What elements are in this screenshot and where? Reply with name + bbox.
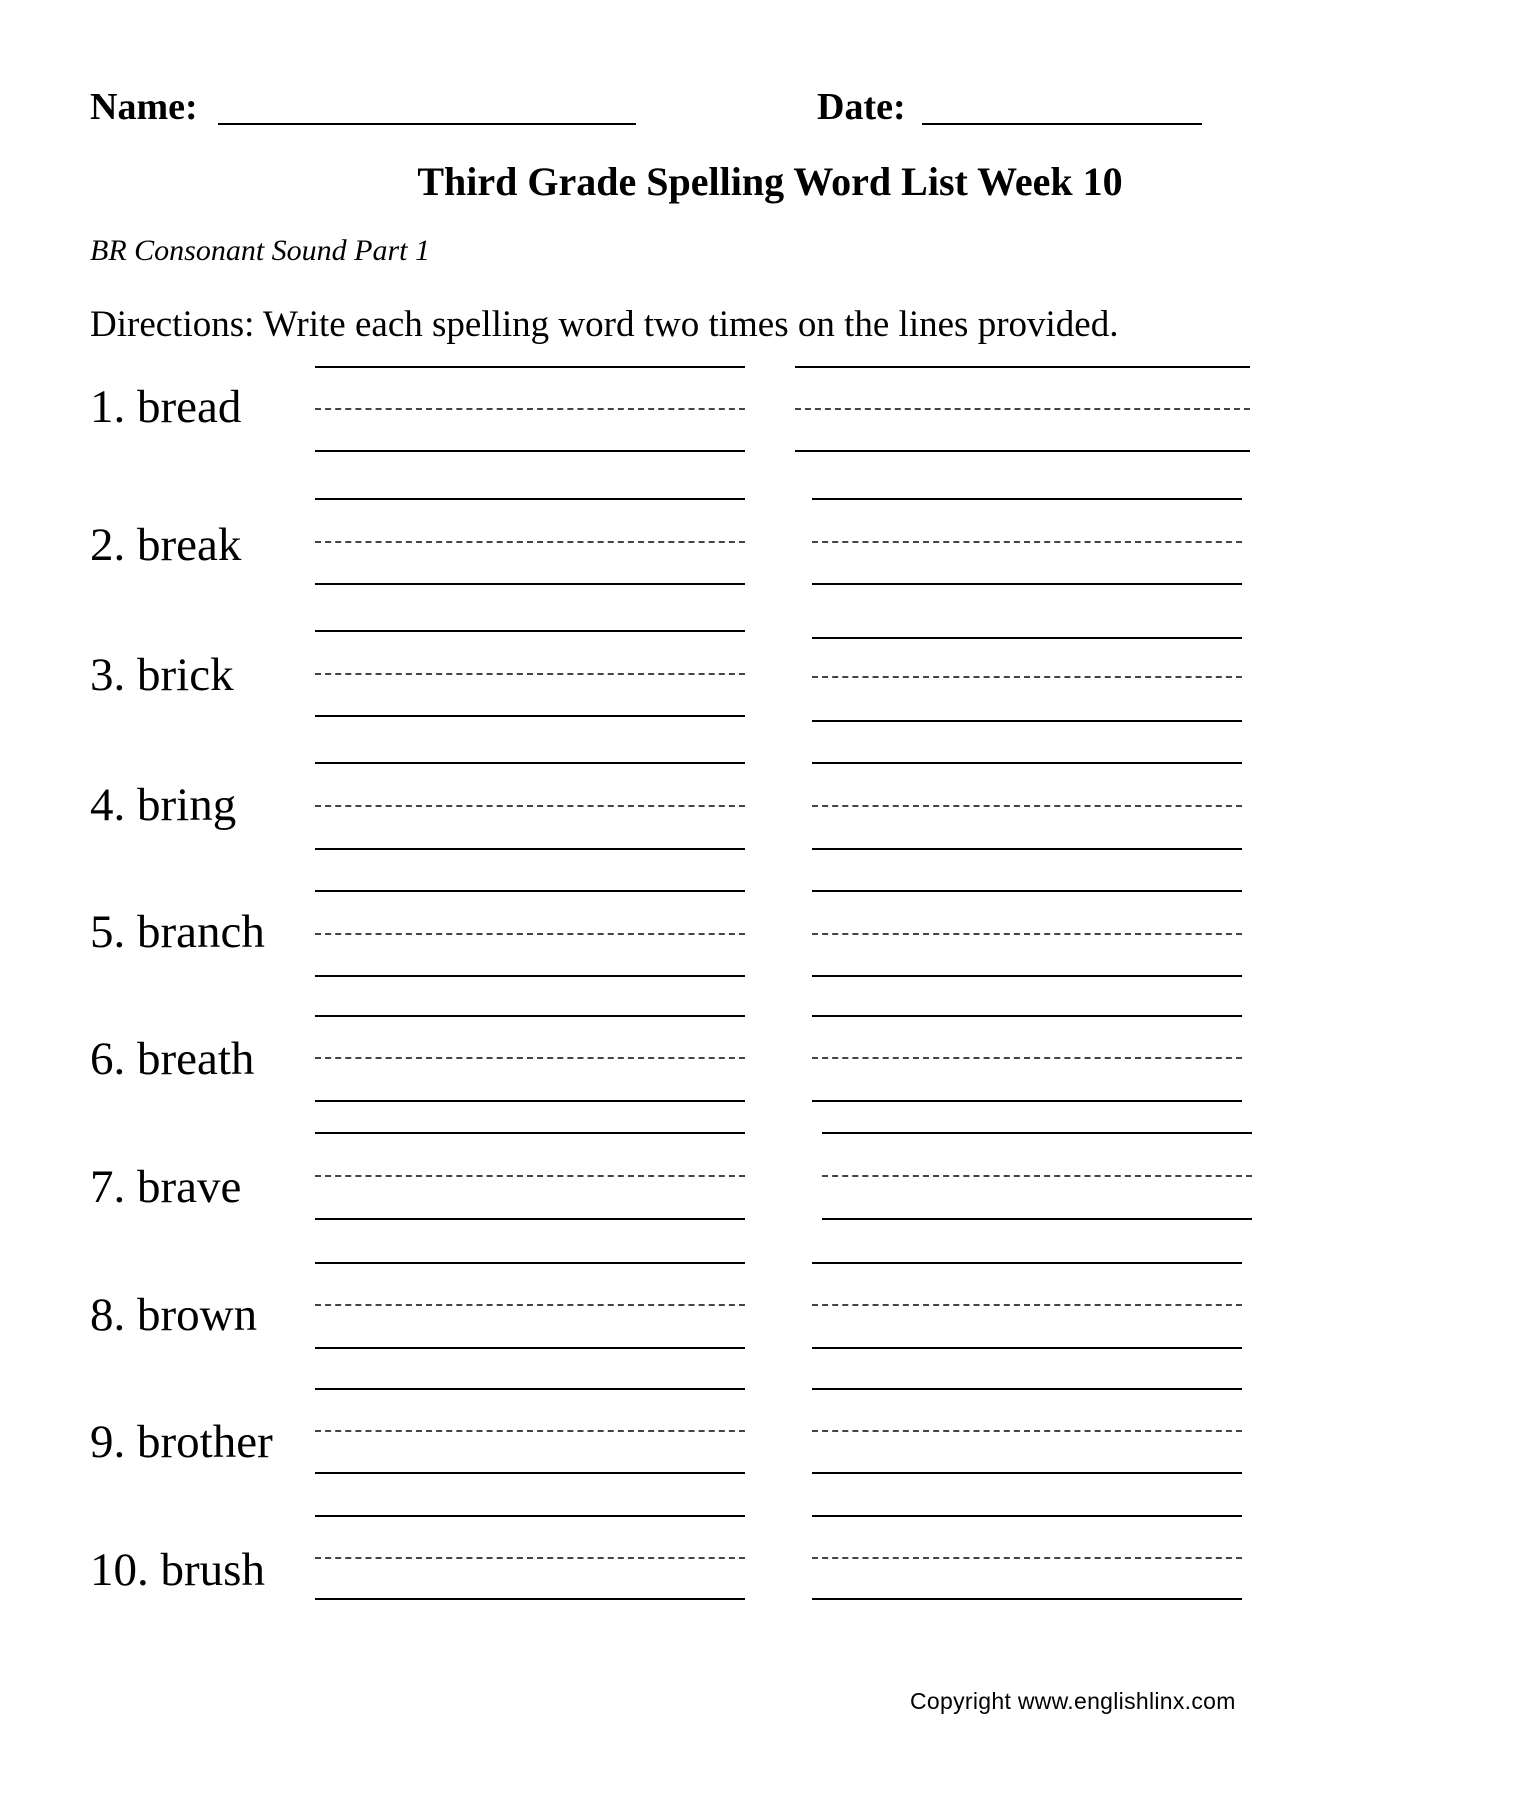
list-item: 8. brown xyxy=(90,1289,258,1341)
directions-text: Directions: Write each spelling word two times on the lines provided. xyxy=(90,304,1119,345)
writing-mid-line xyxy=(812,1304,1242,1306)
writing-mid-line xyxy=(315,1557,745,1559)
list-item: 9. brother xyxy=(90,1416,273,1468)
writing-top-line xyxy=(822,1132,1252,1134)
writing-mid-line xyxy=(315,1057,745,1059)
writing-top-line xyxy=(315,1388,745,1390)
page-title: Third Grade Spelling Word List Week 10 xyxy=(417,159,1123,204)
writing-mid-line xyxy=(812,676,1242,678)
writing-top-line xyxy=(812,498,1242,500)
writing-base-line[interactable] xyxy=(812,1100,1242,1102)
writing-base-line[interactable] xyxy=(315,583,745,585)
writing-base-line[interactable] xyxy=(315,1472,745,1474)
list-item: 10. brush xyxy=(90,1544,265,1596)
writing-base-line[interactable] xyxy=(315,1218,745,1220)
list-item: 5. branch xyxy=(90,906,265,958)
writing-mid-line xyxy=(315,408,745,410)
writing-top-line xyxy=(315,1132,745,1134)
writing-top-line xyxy=(315,1015,745,1017)
writing-top-line xyxy=(812,890,1242,892)
writing-mid-line xyxy=(315,805,745,807)
writing-base-line[interactable] xyxy=(315,848,745,850)
writing-top-line xyxy=(812,1262,1242,1264)
writing-mid-line xyxy=(812,1057,1242,1059)
writing-mid-line xyxy=(315,1304,745,1306)
writing-mid-line xyxy=(812,805,1242,807)
writing-top-line xyxy=(315,366,745,368)
writing-mid-line xyxy=(315,541,745,543)
writing-mid-line xyxy=(795,408,1250,410)
copyright-text: Copyright www.englishlinx.com xyxy=(910,1688,1236,1714)
writing-top-line xyxy=(795,366,1250,368)
writing-mid-line xyxy=(812,541,1242,543)
writing-top-line xyxy=(812,1388,1242,1390)
writing-base-line[interactable] xyxy=(315,975,745,977)
writing-top-line xyxy=(315,498,745,500)
writing-mid-line xyxy=(315,673,745,675)
list-item: 3. brick xyxy=(90,649,234,701)
writing-base-line[interactable] xyxy=(812,1347,1242,1349)
writing-top-line xyxy=(315,890,745,892)
writing-mid-line xyxy=(822,1175,1252,1177)
date-label: Date: xyxy=(817,86,906,128)
name-label: Name: xyxy=(90,86,198,128)
writing-mid-line xyxy=(812,1557,1242,1559)
writing-base-line[interactable] xyxy=(812,848,1242,850)
writing-mid-line xyxy=(315,1175,745,1177)
writing-mid-line xyxy=(812,933,1242,935)
date-field[interactable] xyxy=(922,123,1202,125)
writing-mid-line xyxy=(315,1430,745,1432)
writing-base-line[interactable] xyxy=(822,1218,1252,1220)
writing-top-line xyxy=(812,1515,1242,1517)
writing-top-line xyxy=(315,762,745,764)
writing-top-line xyxy=(812,762,1242,764)
writing-top-line xyxy=(812,1015,1242,1017)
writing-base-line[interactable] xyxy=(315,1347,745,1349)
list-item: 1. bread xyxy=(90,381,242,433)
writing-base-line[interactable] xyxy=(812,975,1242,977)
list-item: 4. bring xyxy=(90,779,237,831)
writing-base-line[interactable] xyxy=(812,1598,1242,1600)
writing-base-line[interactable] xyxy=(812,1472,1242,1474)
list-item: 2. break xyxy=(90,519,242,571)
writing-base-line[interactable] xyxy=(812,583,1242,585)
writing-top-line xyxy=(315,1515,745,1517)
writing-base-line[interactable] xyxy=(315,715,745,717)
list-item: 6. breath xyxy=(90,1033,255,1085)
page-subtitle: BR Consonant Sound Part 1 xyxy=(90,234,431,267)
writing-base-line[interactable] xyxy=(315,1598,745,1600)
writing-base-line[interactable] xyxy=(315,1100,745,1102)
list-item: 7. brave xyxy=(90,1161,242,1213)
writing-top-line xyxy=(812,637,1242,639)
writing-base-line[interactable] xyxy=(795,450,1250,452)
writing-base-line[interactable] xyxy=(812,720,1242,722)
name-field[interactable] xyxy=(218,123,636,125)
writing-mid-line xyxy=(812,1430,1242,1432)
writing-base-line[interactable] xyxy=(315,450,745,452)
writing-mid-line xyxy=(315,933,745,935)
writing-top-line xyxy=(315,630,745,632)
writing-top-line xyxy=(315,1262,745,1264)
